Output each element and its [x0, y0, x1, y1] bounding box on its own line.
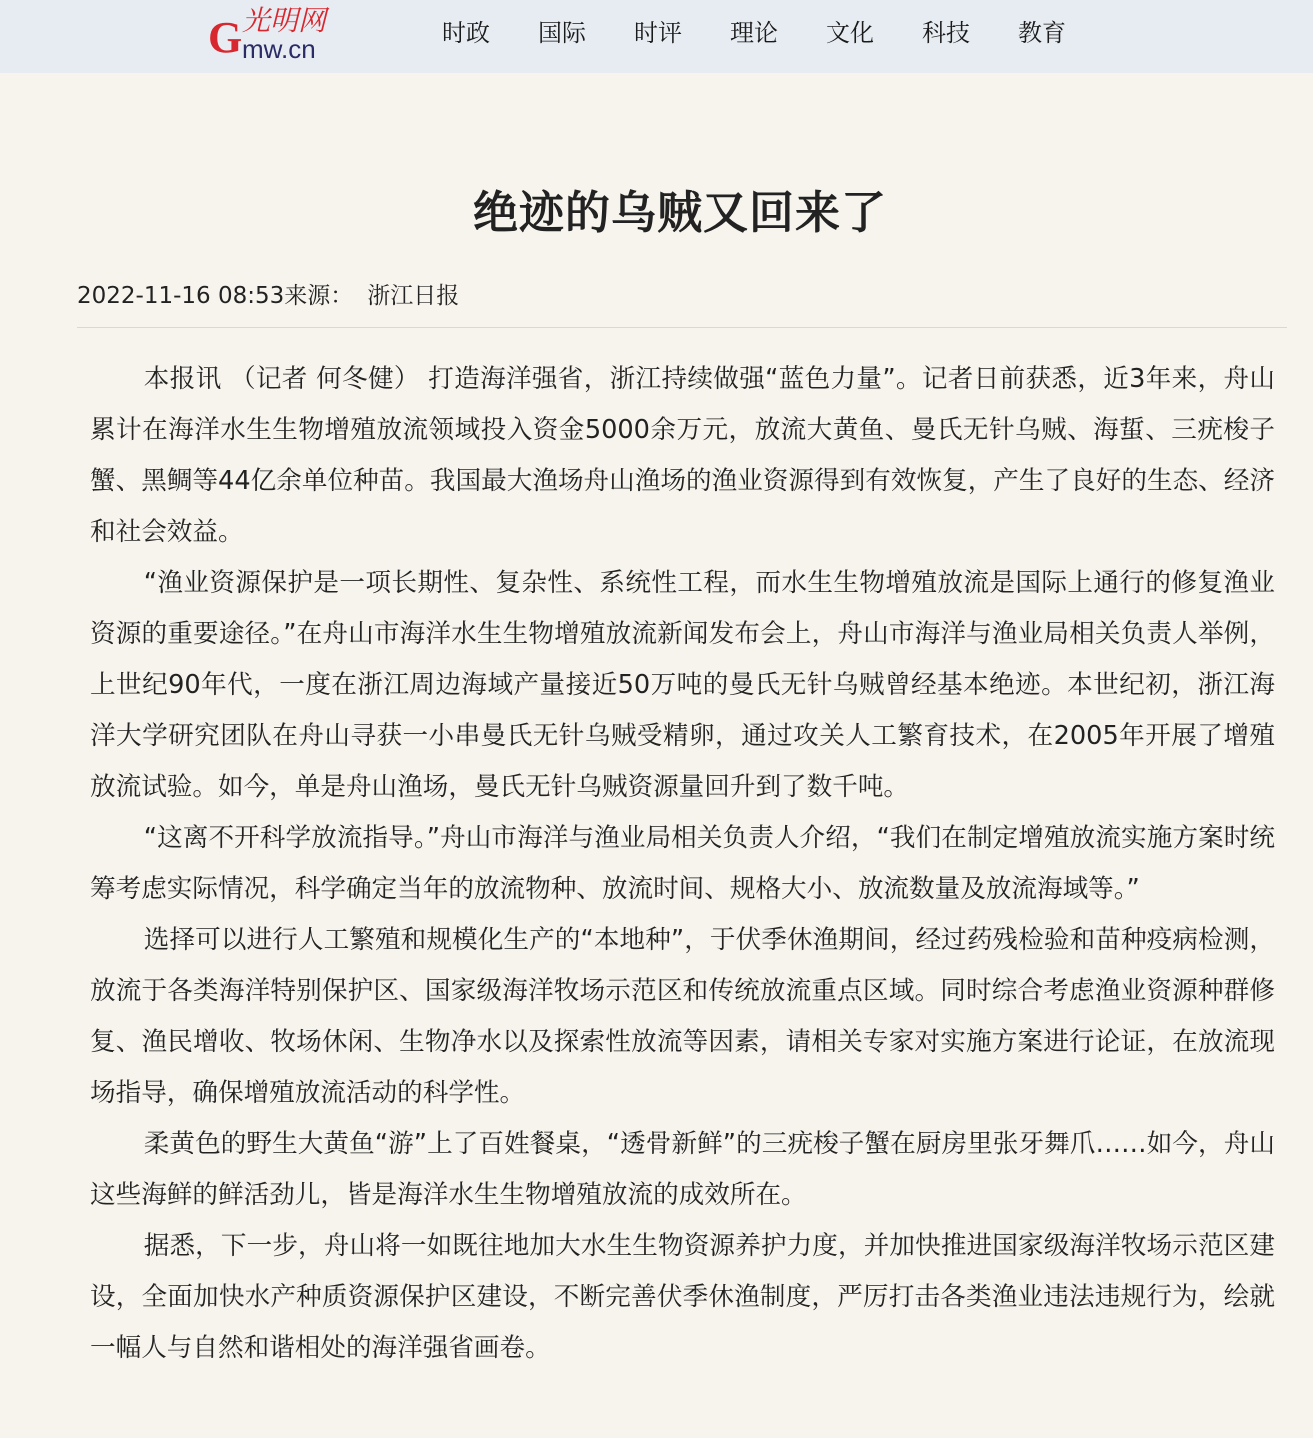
article-paragraph: 据悉，下一步，舟山将一如既往地加大水生生物资源养护力度，并加快推进国家级海洋牧场示范区建设，全面加快水产种质资源保护区建设，不断完善伏季休渔制度，严厉打击各类渔业违法违规行为，绘就一幅人与自然和谐相处的海洋强省画卷。: [90, 1231, 1275, 1363]
article-paragraph: “渔业资源保护是一项长期性、复杂性、系统性工程，而水生生物增殖放流是国际上通行的修复渔业资源的重要途径。”在舟山市海洋水生生物增殖放流新闻发布会上，舟山市海洋与渔业局相关负责人举例，上世纪90年代，一度在浙江周边海域产量接近50万吨的曼氏无针乌贼曾经基本绝迹。本世纪初，浙江海洋大学研究团队在舟山寻获一小串曼氏无针乌贼受精卵，通过攻关人工繁育技术，在2005年开展了增殖放流试验。如今，单是舟山渔场，曼氏无针乌贼资源量回升到了数千吨。: [90, 568, 1275, 802]
gmw-logo-icon: [200, 0, 350, 64]
nav-item-international[interactable]: 国际: [538, 18, 586, 47]
nav-item-theory[interactable]: 理论: [730, 18, 778, 47]
nav-item-culture[interactable]: 文化: [826, 18, 874, 47]
logo-domain: mw.cn: [242, 34, 316, 64]
nav-item-commentary[interactable]: 时评: [634, 18, 682, 47]
article-paragraph: 柔黄色的野生大黄鱼“游”上了百姓餐桌，“透骨新鲜”的三疣梭子蟹在厨房里张牙舞爪……如今，舟山这些海鲜的鲜活劲儿，皆是海洋水生生物增殖放流的成效所在。: [90, 1129, 1275, 1210]
article-paragraph: “这离不开科学放流指导。”舟山市海洋与渔业局相关负责人介绍，“我们在制定增殖放流实施方案时统筹考虑实际情况，科学确定当年的放流物种、放流时间、规格大小、放流数量及放流海域等。”: [90, 823, 1275, 904]
article-title: 绝迹的乌贼又回来了: [472, 186, 887, 239]
site-logo[interactable]: [200, 0, 350, 64]
main-nav: [418, 0, 1090, 60]
top-navigation-bar: [0, 0, 1313, 73]
source-label: 来源：: [284, 283, 354, 309]
article-source: 浙江日报: [367, 283, 460, 309]
article-meta: [77, 277, 459, 310]
nav-item-politics[interactable]: 时政: [442, 18, 490, 47]
article-datetime: 2022-11-16 08:53: [77, 283, 285, 309]
nav-item-education[interactable]: 教育: [1018, 18, 1066, 47]
article-paragraph: 选择可以进行人工繁殖和规模化生产的“本地种”，于伏季休渔期间，经过药残检验和苗种疫病检测，放流于各类海洋特别保护区、国家级海洋牧场示范区和传统放流重点区域。同时综合考虑渔业资源种群修复、渔民增收、牧场休闲、生物净水以及探索性放流等因素，请相关专家对实施方案进行论证，在放流现场指导，确保增殖放流活动的科学性。: [90, 925, 1275, 1108]
logo-brand-cn: 光明网: [242, 4, 327, 37]
article-body: [90, 354, 1275, 1374]
nav-item-technology[interactable]: 科技: [922, 18, 970, 47]
meta-divider: [77, 327, 1287, 328]
logo-letter: G: [208, 13, 243, 62]
article-paragraph: 本报讯 （记者 何冬健） 打造海洋强省，浙江持续做强“蓝色力量”。记者日前获悉，近3年来，舟山累计在海洋水生生物增殖放流领域投入资金5000余万元，放流大黄鱼、曼氏无针乌贼、海蜇、三疣梭子蟹、黑鲷等44亿余单位种苗。我国最大渔场舟山渔场的渔业资源得到有效恢复，产生了良好的生态、经济和社会效益。: [90, 364, 1275, 547]
